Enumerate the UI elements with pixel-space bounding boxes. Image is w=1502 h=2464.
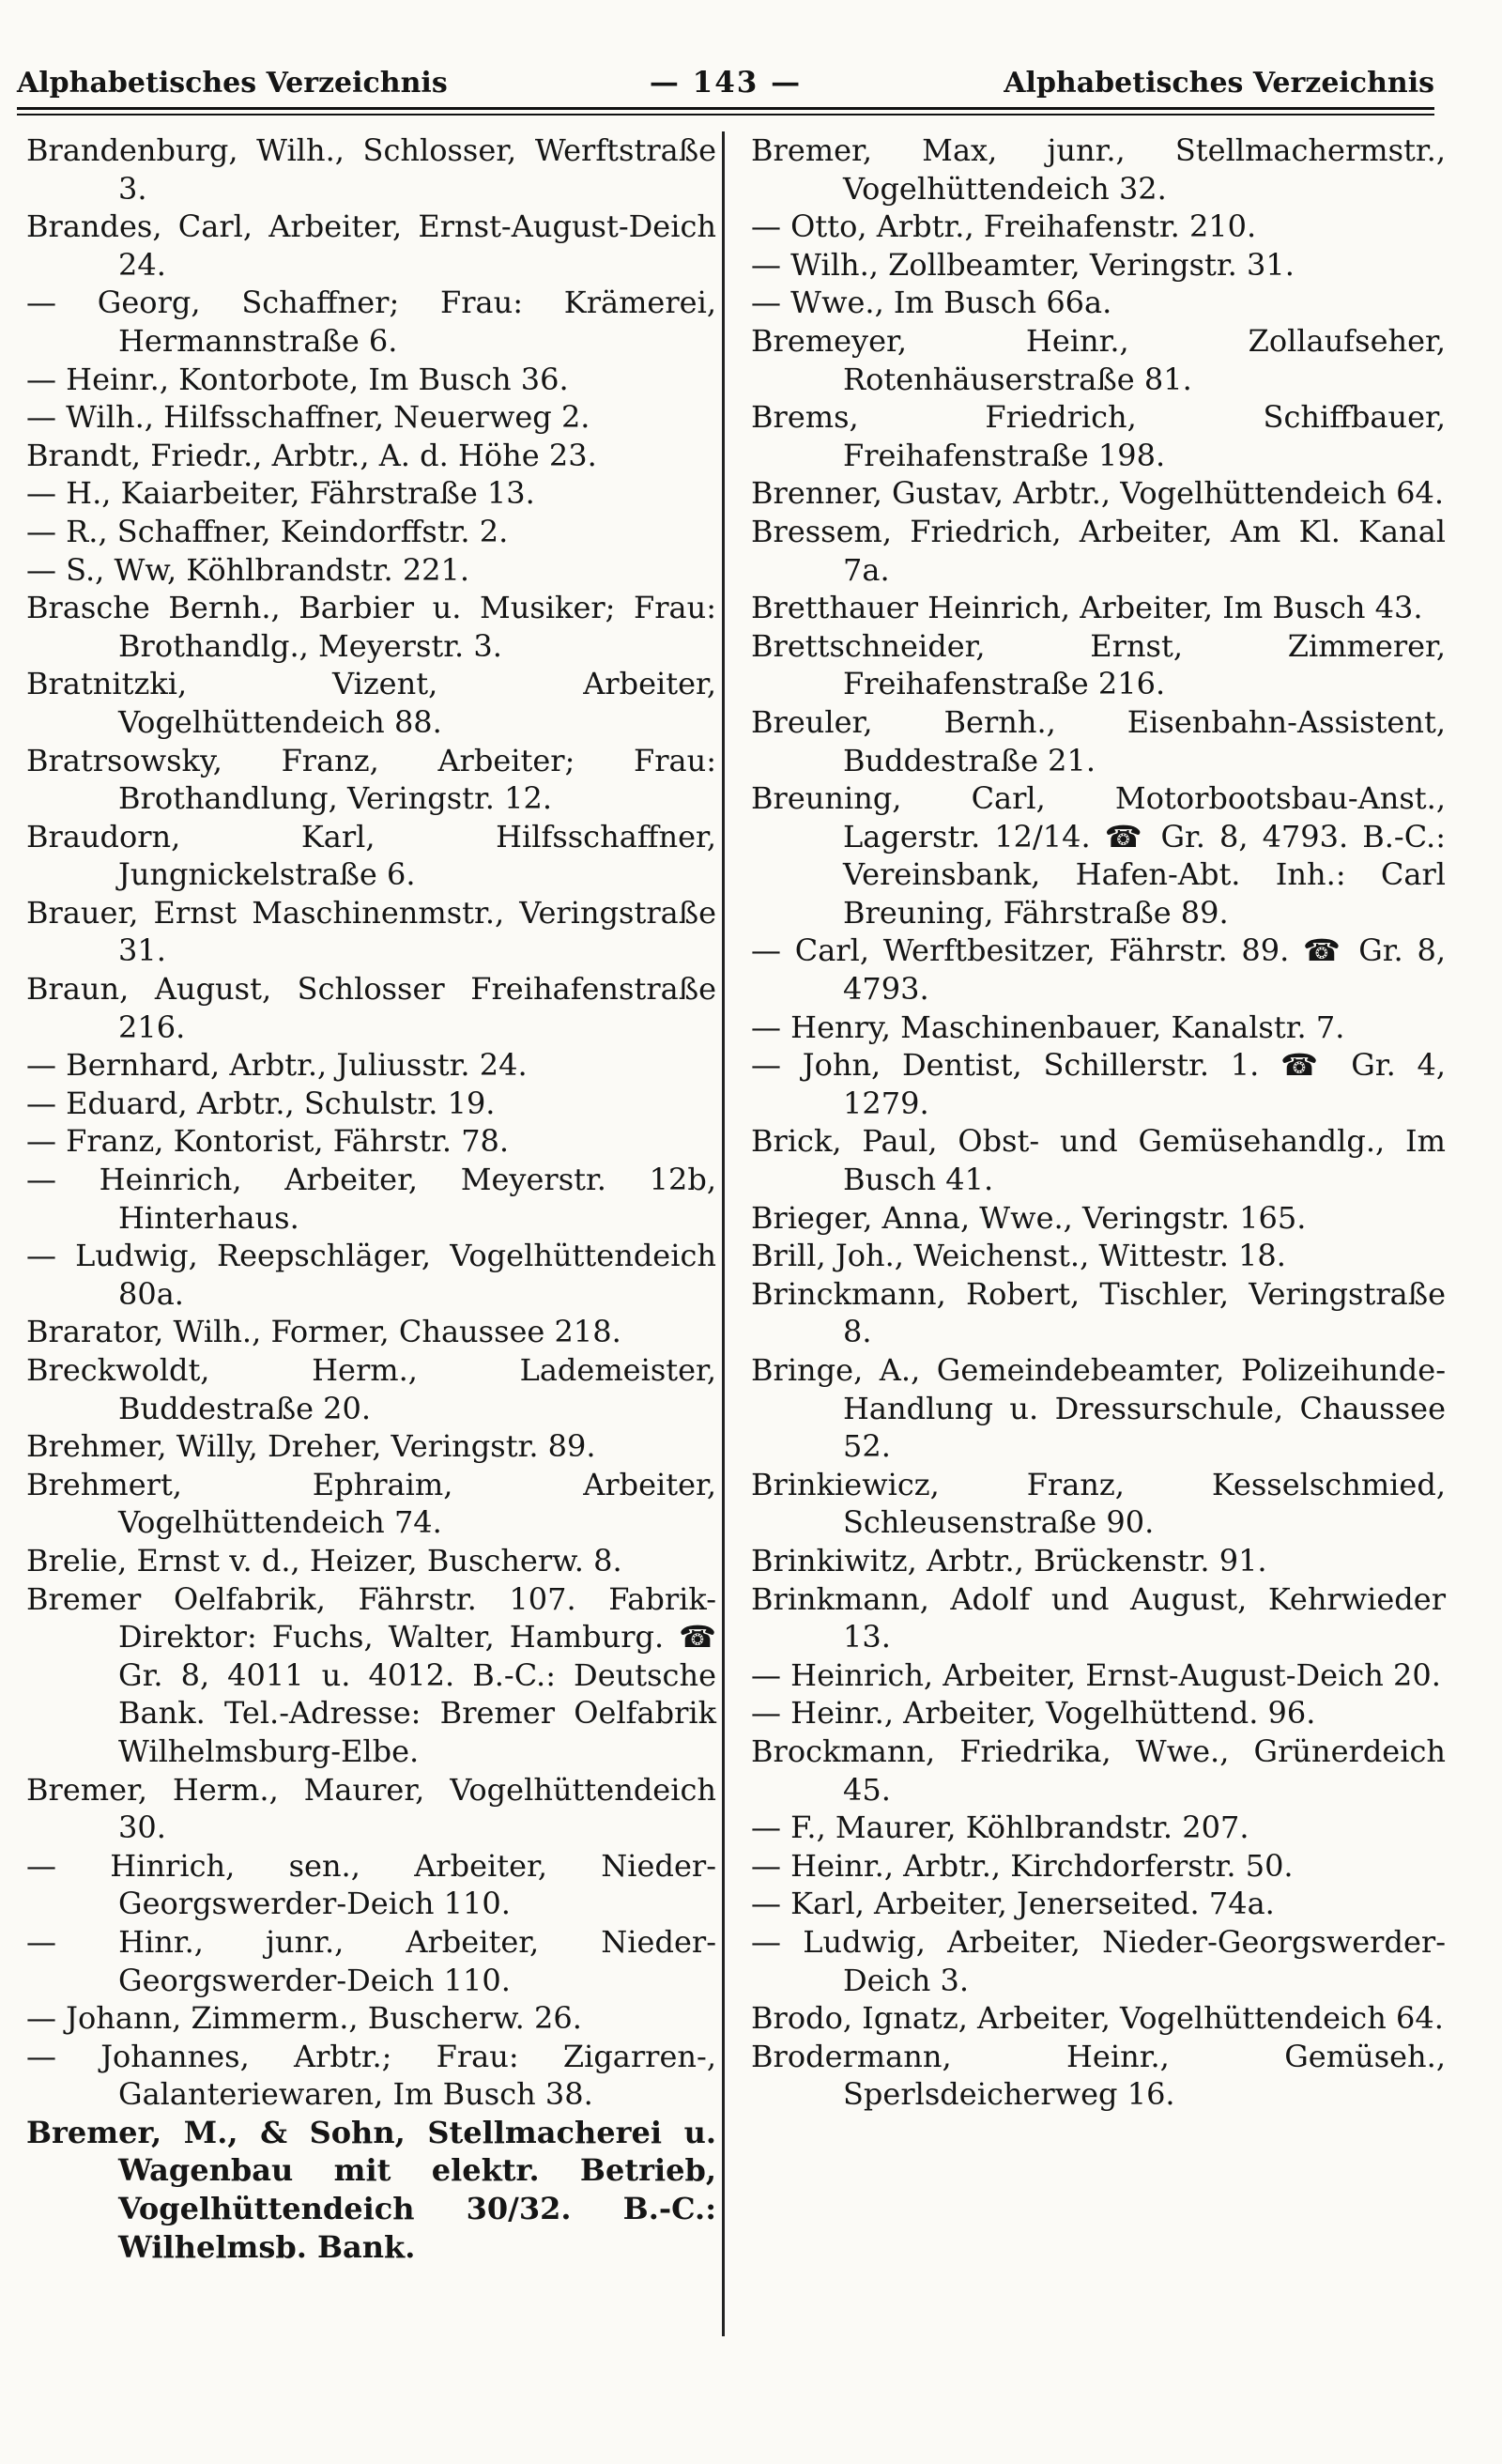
directory-entry: — Carl, Werftbesitzer, Fährstr. 89. ☎ Gr. 8, 4793. [751,932,1446,1008]
directory-entry: Bringe, A., Gemeindebeamter, Polizeihunde-Handlung u. Dressurschule, Chaussee 52. [751,1352,1446,1465]
directory-entry: — Hinr., junr., Arbeiter, Nieder-Georgswerder-Deich 110. [26,1923,716,1998]
directory-entry: Brasche Bernh., Barbier u. Musiker; Frau: Brothandlg., Meyerstr. 3. [26,590,716,664]
directory-entry: Brinckmann, Robert, Tischler, Veringstraße 8. [751,1275,1446,1350]
directory-entry: Brarator, Wilh., Former, Chaussee 218. [26,1314,621,1350]
directory-entry: Brick, Paul, Obst- und Gemüsehandlg., Im Busch 41. [751,1123,1446,1198]
directory-entry: Brems, Friedrich, Schiffbauer, Freihafenstraße 198. [751,399,1446,473]
directory-entry: Brinkiewicz, Franz, Kesselschmied, Schleusenstraße 90. [751,1466,1446,1541]
directory-entry: Breuler, Bernh., Eisenbahn-Assistent, Buddestraße 21. [751,703,1446,778]
directory-entry: Brelie, Ernst v. d., Heizer, Buscherw. 8. [26,1542,622,1578]
directory-entry: Brinkmann, Adolf und August, Kehrwieder 13. [751,1580,1446,1656]
directory-entry: — Wwe., Im Busch 66a. [751,285,1112,321]
directory-entry: Brill, Joh., Weichenst., Wittestr. 18. [751,1238,1286,1274]
header-rule-top [17,107,1434,110]
directory-entry: — Heinrich, Arbeiter, Ernst-August-Deich 20. [751,1656,1441,1693]
directory-entry: Brenner, Gustav, Arbtr., Vogelhüttendeich 64. [751,475,1445,512]
page-header [17,54,1434,111]
page-number: — 143 — [649,66,803,100]
directory-entry: Bratnitzki, Vizent, Arbeiter, Vogelhüttendeich 88. [26,666,716,740]
directory-entry: — Hinrich, sen., Arbeiter, Nieder-Georgswerder-Deich 110. [26,1847,716,1922]
left-column [26,131,716,2266]
directory-entry: Brauer, Ernst Maschinenmstr., Veringstraße 31. [26,894,716,969]
directory-entry: — Bernhard, Arbtr., Juliusstr. 24. [26,1047,528,1084]
directory-entry: Breckwoldt, Herm., Lademeister, Buddestraße 20. [26,1352,716,1426]
directory-entry: Braudorn, Karl, Hilfsschaffner, Jungnickelstraße 6. [26,818,716,893]
right-column [751,131,1446,2114]
directory-entry: — Ludwig, Arbeiter, Nieder-Georgswerder-Deich 3. [751,1923,1446,1998]
directory-entry: Bretthauer Heinrich, Arbeiter, Im Busch 43. [751,590,1423,626]
directory-entry: — Ludwig, Reepschläger, Vogelhüttendeich 80a. [26,1238,716,1312]
directory-entry: — S., Ww, Köhlbrandstr. 221. [26,551,470,588]
directory-entry: Brieger, Anna, Wwe., Veringstr. 165. [751,1199,1307,1236]
column-divider [722,131,725,2336]
directory-entry: Bressem, Friedrich, Arbeiter, Am Kl. Kanal 7a. [751,513,1446,588]
directory-entry: — Georg, Schaffner; Frau: Krämerei, Hermannstraße 6. [26,285,716,359]
directory-entry: Brinkiwitz, Arbtr., Brückenstr. 91. [751,1542,1267,1578]
directory-entry: — Henry, Maschinenbauer, Kanalstr. 7. [751,1009,1345,1045]
directory-entry: — F., Maurer, Köhlbrandstr. 207. [751,1810,1249,1846]
directory-entry: Brandt, Friedr., Arbtr., A. d. Höhe 23. [26,437,597,473]
directory-entry: — John, Dentist, Schillerstr. 1. ☎ Gr. 4, 1279. [751,1047,1446,1121]
directory-entry: Bratrsowsky, Franz, Arbeiter; Frau: Brothandlung, Veringstr. 12. [26,742,716,817]
directory-entry: Brodo, Ignatz, Arbeiter, Vogelhüttendeich 64. [751,2000,1444,2037]
directory-entry: — Karl, Arbeiter, Jenerseited. 74a. [751,1886,1275,1922]
directory-entry: Bremeyer, Heinr., Zollaufseher, Rotenhäuserstraße 81. [751,322,1446,397]
directory-entry: — Johannes, Arbtr.; Frau: Zigarren-, Galanteriewaren, Im Busch 38. [26,2038,716,2113]
directory-entry: — Wilh., Zollbeamter, Veringstr. 31. [751,246,1295,283]
directory-entry: Brodermann, Heinr., Gemüseh., Sperlsdeicherweg 16. [751,2038,1446,2113]
directory-entry: — H., Kaiarbeiter, Fährstraße 13. [26,475,535,512]
directory-entry: Brockmann, Friedrika, Wwe., Grünerdeich 45. [751,1732,1446,1808]
directory-entry: — Eduard, Arbtr., Schulstr. 19. [26,1085,496,1121]
directory-entry: — Otto, Arbtr., Freihafenstr. 210. [751,208,1257,245]
directory-entry: — Johann, Zimmerm., Buscherw. 26. [26,2000,582,2037]
directory-entry: Bremer, Herm., Maurer, Vogelhüttendeich 30. [26,1771,716,1846]
directory-entry: Bremer, Max, junr., Stellmachermstr., Vogelhüttendeich 32. [751,132,1446,207]
header-rule-bottom [17,114,1434,116]
directory-entry: Brandenburg, Wilh., Schlosser, Werftstraße 3. [26,132,716,207]
directory-entry: — Heinr., Arbeiter, Vogelhüttend. 96. [751,1695,1316,1732]
directory-entry: — Franz, Kontorist, Fährstr. 78. [26,1123,510,1160]
directory-entry: Brehmer, Willy, Dreher, Veringstr. 89. [26,1428,596,1465]
directory-entry: — Heinr., Arbtr., Kirchdorferstr. 50. [751,1847,1294,1884]
directory-entry: Brettschneider, Ernst, Zimmerer, Freihafenstraße 216. [751,627,1446,702]
directory-entry: — Heinrich, Arbeiter, Meyerstr. 12b, Hinterhaus. [26,1162,716,1236]
directory-entry: — R., Schaffner, Keindorffstr. 2. [26,513,509,549]
directory-entry: Braun, August, Schlosser Freihafenstraße 216. [26,971,716,1045]
header-left-title: Alphabetisches Verzeichnis [17,66,448,100]
directory-entry: Bremer, M., & Sohn, Stellmacherei u. Wagenbau mit elektr. Betrieb, Vogelhüttendeich 30/32. B.-C.: Wilhelmsb. Bank. [26,2114,716,2265]
directory-entry: Breuning, Carl, Motorbootsbau-Anst., Lagerstr. 12/14. ☎ Gr. 8, 4793. B.-C.: Vereinsbank, Hafen-Abt. Inh.: Carl Breuning, Fährstraße 89. [751,780,1446,931]
directory-entry: Brehmert, Ephraim, Arbeiter, Vogelhüttendeich 74. [26,1466,716,1541]
directory-entry: Brandes, Carl, Arbeiter, Ernst-August-Deich 24. [26,208,716,283]
directory-entry: — Wilh., Hilfsschaffner, Neuerweg 2. [26,399,590,436]
directory-entry: Bremer Oelfabrik, Fährstr. 107. Fabrik-Direktor: Fuchs, Walter, Hamburg. ☎ Gr. 8, 4011 u. 4012. B.-C.: Deutsche Bank. Tel.-Adresse: Bremer Oelfabrik Wilhelmsburg-Elbe. [26,1580,716,1769]
header-right-title: Alphabetisches Verzeichnis [1004,66,1434,100]
directory-entry: — Heinr., Kontorbote, Im Busch 36. [26,361,569,397]
